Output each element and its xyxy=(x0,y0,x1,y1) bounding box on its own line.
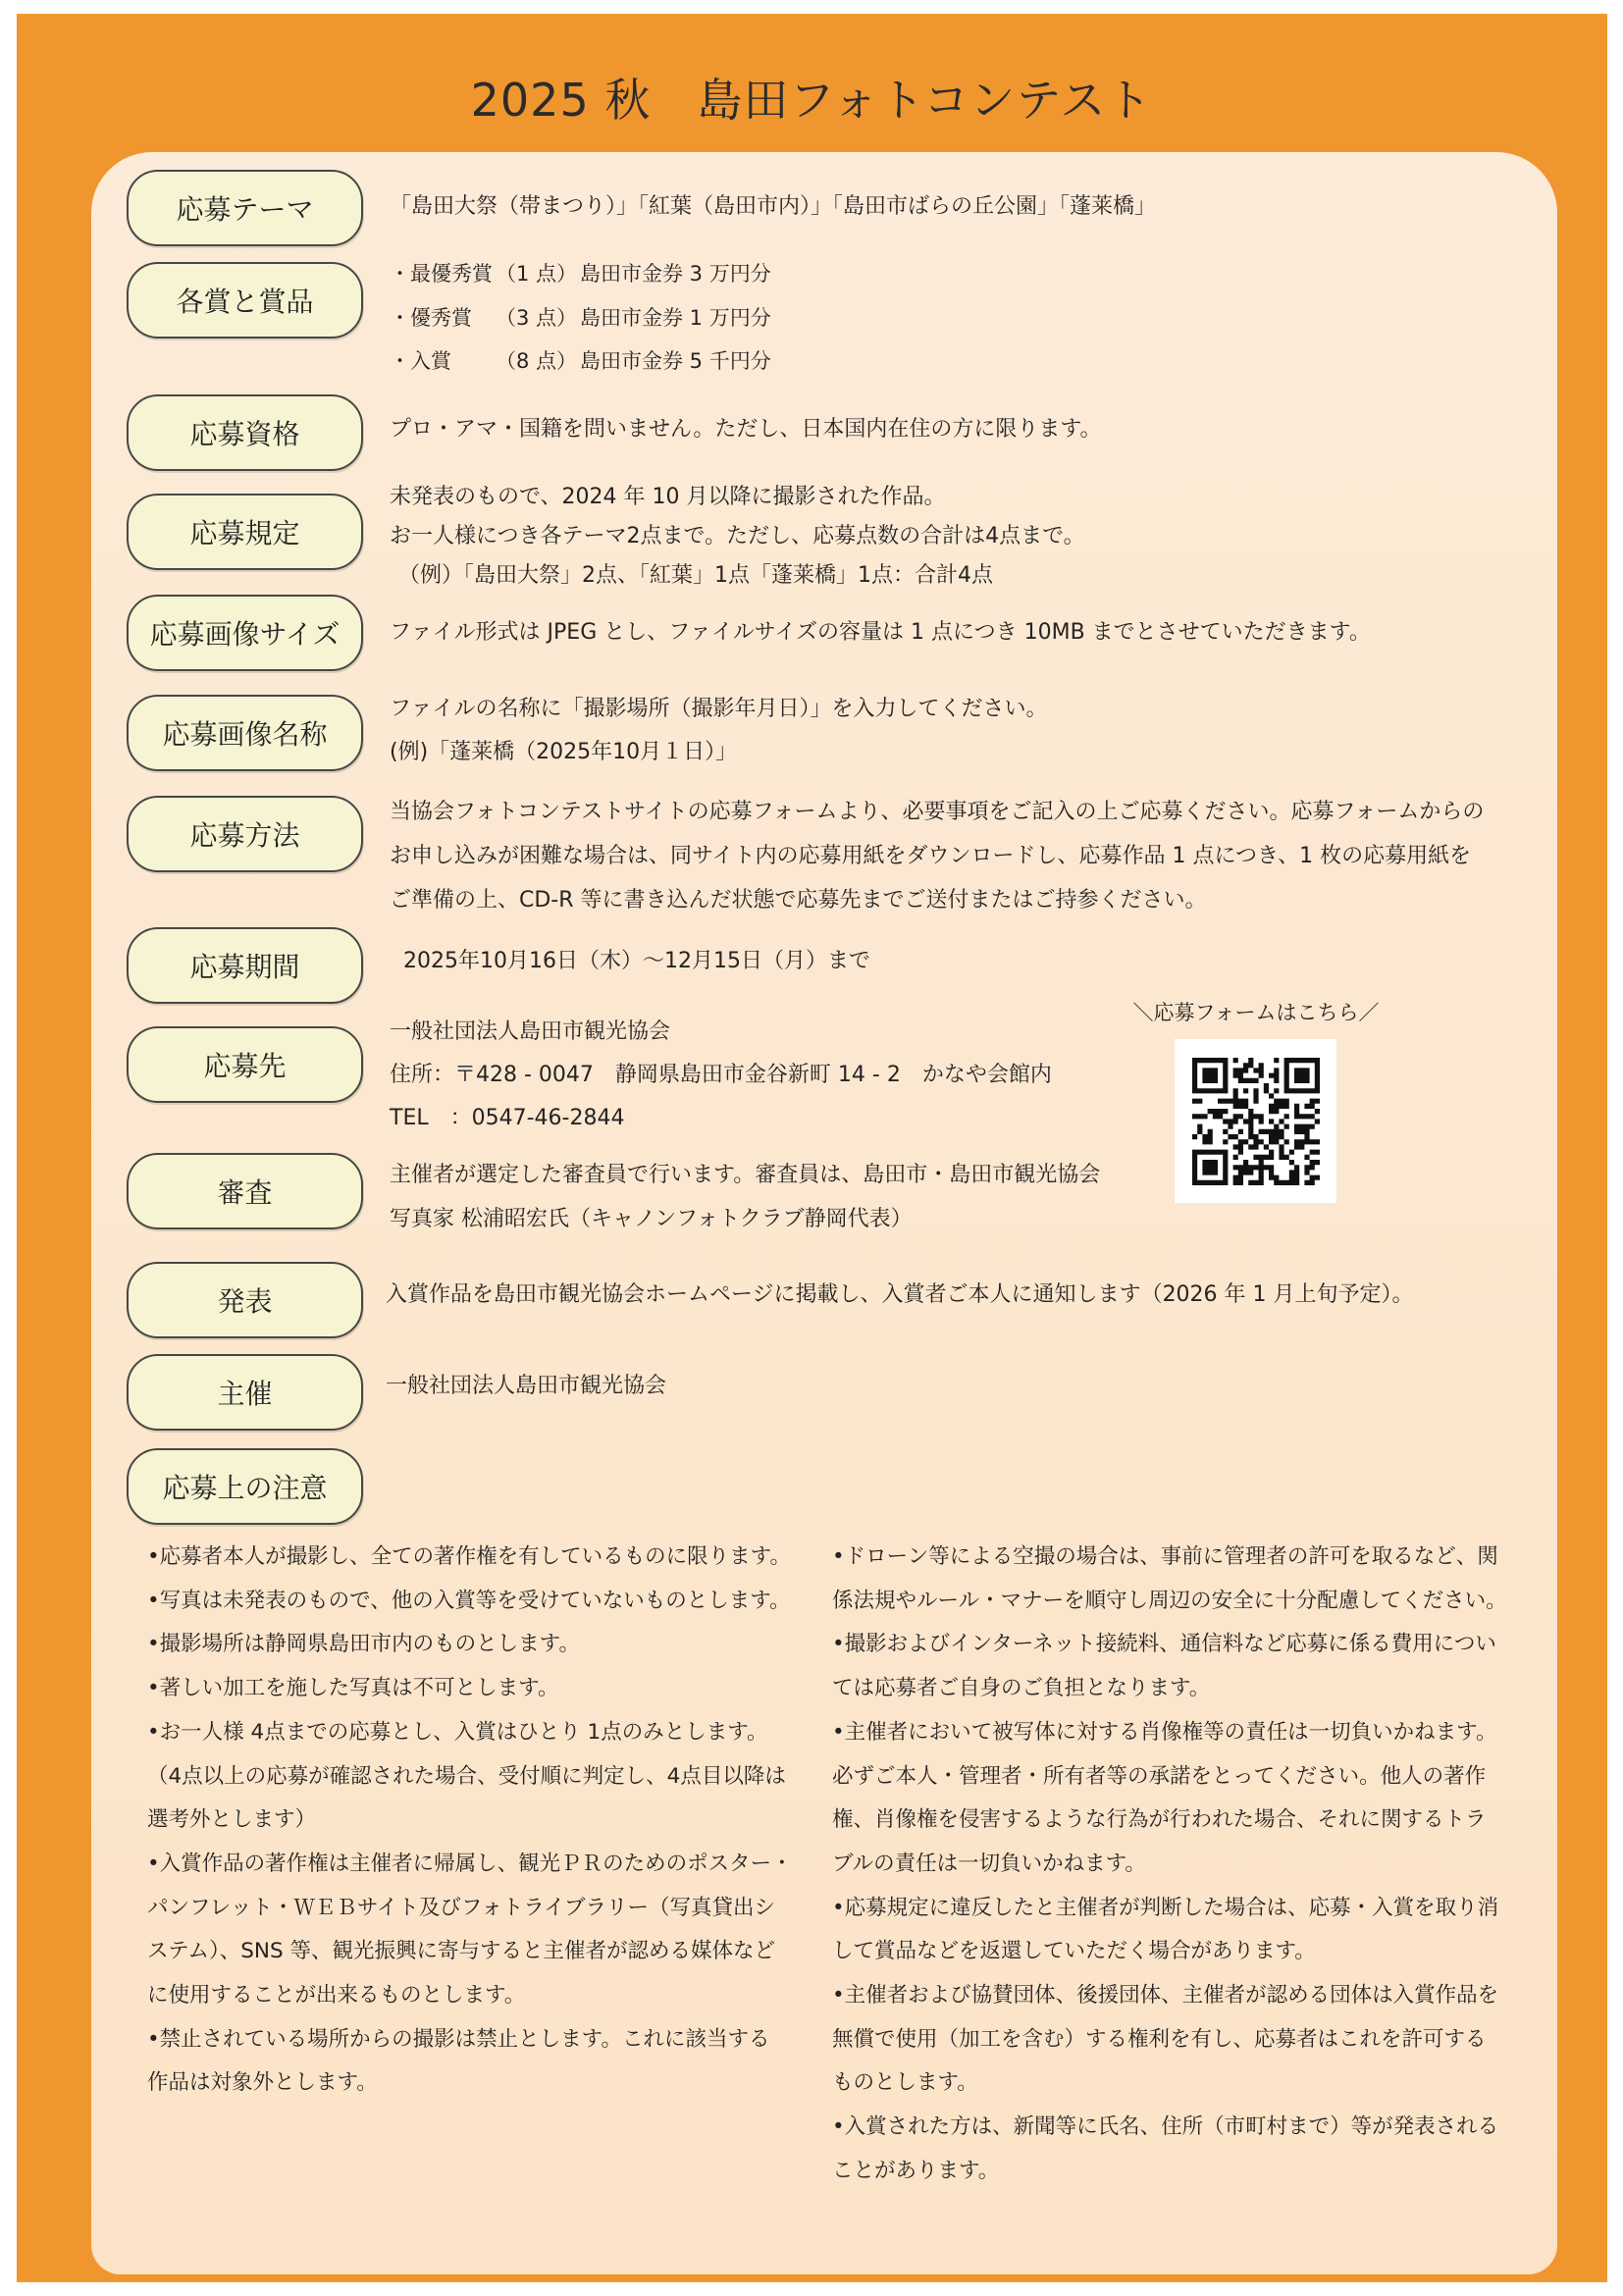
image-name-example-line: (例)「蓬莱橋（2025年10月１日）」 xyxy=(390,740,738,764)
note-line: •撮影場所は静岡県島田市内のものとします。 xyxy=(147,1632,580,1657)
label-image-size: 応募画像サイズ xyxy=(127,595,363,671)
method-line: お申し込みが困難な場合は、同サイト内の応募用紙をダウンロードし、応募作品 1 点につき、1 枚の応募用紙を xyxy=(390,844,1472,868)
note-line: パンフレット・ＷＥＢサイト及びフォトライブラリー（写真貸出シ xyxy=(147,1895,776,1920)
note-line: 必ずご本人・管理者・所有者等の承諾をとってください。他人の著作 xyxy=(832,1763,1487,1789)
image-size-text: ファイル形式は JPEG とし、ファイルサイズの容量は 1 点につき 10MB までとさせていただきます。 xyxy=(390,620,1371,645)
image-name-line: ファイルの名称に「撮影場所（撮影年月日）」を入力してください。 xyxy=(390,697,1048,721)
note-line: •応募者本人が撮影し、全ての著作権を有しているものに限ります。 xyxy=(147,1544,791,1569)
note-line: 係法規やルール・マナーを順守し周辺の安全に十分配慮してください。 xyxy=(832,1588,1507,1613)
organizer-text: 一般社団法人島田市観光協会 xyxy=(386,1374,667,1398)
judging-line: 写真家 松浦昭宏氏（キャノンフォトクラブ静岡代表） xyxy=(390,1207,913,1231)
destination-address: 住所：〒428 - 0047 静岡県島田市金谷新町 14 - 2 かなや会館内 xyxy=(390,1063,1052,1087)
label-notes: 応募上の注意 xyxy=(127,1448,363,1525)
note-line: ては応募者ご自身のご負担となります。 xyxy=(832,1676,1211,1701)
note-line: 作品は対象外とします。 xyxy=(147,2070,378,2096)
note-line: に使用することが出来るものとします。 xyxy=(147,1983,526,2009)
note-line: （4点以上の応募が確認された場合、受付順に判定し、4点目以降は xyxy=(147,1763,786,1789)
note-line: •著しい加工を施した写真は不可とします。 xyxy=(147,1676,559,1701)
prize-value: 島田市金券 3 万円分 xyxy=(580,262,771,286)
period-block xyxy=(403,940,870,983)
method-line: ご準備の上、CD-R 等に書き込んだ状態で応募先までご送付またはご持参ください。 xyxy=(390,888,1207,913)
notes-left-column xyxy=(147,1536,793,2106)
note-line: •写真は未発表のもので、他の入賞等を受けていないものとします。 xyxy=(147,1588,791,1613)
rules-line: 未発表のもので、2024 年 10 月以降に撮影された作品。 xyxy=(390,485,946,509)
qr-code xyxy=(1175,1039,1336,1203)
destination-block xyxy=(390,1011,1052,1140)
note-line: 選考外とします） xyxy=(147,1807,317,1833)
page-title: 2025 秋 島田フォトコンテスト xyxy=(470,74,1153,127)
eligibility-text: プロ・アマ・国籍を問いません。ただし、日本国内在住の方に限ります。 xyxy=(390,417,1102,442)
image-name-block xyxy=(390,688,1048,774)
notes-right-column xyxy=(832,1536,1507,2194)
prizes-list xyxy=(390,252,771,384)
rules-line: お一人様につき各テーマ2点まで。ただし、応募点数の合計は4点まで。 xyxy=(390,524,1085,548)
prize-count: （8 点） xyxy=(496,349,578,373)
rules-example-line: （例）「島田大祭」2点、「紅葉」1点「蓬莱橋」1点：合計4点 xyxy=(398,563,993,588)
label-destination: 応募先 xyxy=(127,1026,363,1103)
label-method: 応募方法 xyxy=(127,796,363,872)
note-line: 無償で使用（加工を含む）する権利を有し、応募者はこれを許可する xyxy=(832,2026,1487,2052)
note-line: •入賞された方は、新聞等に氏名、住所（市町村まで）等が発表される xyxy=(832,2114,1499,2140)
note-line: •入賞作品の著作権は主催者に帰属し、観光ＰＲのためのポスター・ xyxy=(147,1851,793,1876)
prize-name: ・最優秀賞 xyxy=(390,262,493,286)
label-prizes: 各賞と賞品 xyxy=(127,262,363,339)
destination-organization: 一般社団法人島田市観光協会 xyxy=(390,1019,671,1044)
note-line: •主催者において被写体に対する肖像権等の責任は一切負いかねます。 xyxy=(832,1719,1497,1745)
judging-line: 主催者が選定した審査員で行います。審査員は、島田市・島田市観光協会 xyxy=(390,1163,1101,1187)
image-size-block xyxy=(390,611,1371,654)
method-line: 当協会フォトコンテストサイトの応募フォームより、必要事項をご記入の上ご応募ください。応募フォームからの xyxy=(390,800,1485,824)
note-line: •禁止されている場所からの撮影は禁止とします。これに該当する xyxy=(147,2026,770,2052)
label-theme: 応募テーマ xyxy=(127,170,363,246)
note-line: して賞品などを返還していただく場合があります。 xyxy=(832,1939,1316,1964)
qr-code-modules xyxy=(1192,1058,1320,1185)
label-image-name: 応募画像名称 xyxy=(127,695,363,771)
theme-text: 「島田大祭（帯まつり）」「紅葉（島田市内）」「島田市ばらの丘公園」「蓬莱橋」 xyxy=(390,194,1157,219)
label-organizer: 主催 xyxy=(127,1354,363,1431)
note-line: •お一人様 4点までの応募とし、入賞はひとり 1点のみとします。 xyxy=(147,1719,768,1745)
note-line: •主催者および協賛団体、後援団体、主催者が認める団体は入賞作品を xyxy=(832,1983,1499,2009)
theme-block xyxy=(390,185,1156,229)
organizer-block xyxy=(386,1365,666,1408)
announcement-block xyxy=(386,1274,1414,1317)
label-judging: 審査 xyxy=(127,1153,363,1229)
note-line: •応募規定に違反したと主催者が判断した場合は、応募・入賞を取り消 xyxy=(832,1895,1499,1920)
prize-value: 島田市金券 1 万円分 xyxy=(580,305,771,330)
note-line: 権、肖像権を侵害するような行為が行われた場合、それに関するトラ xyxy=(832,1807,1487,1833)
label-rules: 応募規定 xyxy=(127,494,363,570)
qr-caption: ＼応募フォームはこちら／ xyxy=(1132,1001,1380,1024)
prize-count: （1 点） xyxy=(496,262,578,286)
label-period: 応募期間 xyxy=(127,927,363,1004)
prize-count: （3 点） xyxy=(496,305,578,330)
judging-block xyxy=(390,1153,1100,1241)
qr-code-graphic xyxy=(1192,1058,1320,1185)
note-line: •撮影およびインターネット接続料、通信料など応募に係る費用につい xyxy=(832,1632,1496,1657)
prize-value: 島田市金券 5 千円分 xyxy=(580,349,771,373)
period-text: 2025年10月16日（木）～12月15日（月）まで xyxy=(403,949,870,973)
prize-name: ・優秀賞 xyxy=(390,305,472,330)
announcement-text: 入賞作品を島田市観光協会ホームページに掲載し、入賞者ご本人に通知します（2026 年 1 月上旬予定）。 xyxy=(386,1282,1414,1307)
label-eligibility: 応募資格 xyxy=(127,394,363,471)
eligibility-block xyxy=(390,408,1102,451)
note-line: ものとします。 xyxy=(832,2070,978,2096)
note-line: •ドローン等による空撮の場合は、事前に管理者の許可を取るなど、関 xyxy=(832,1544,1498,1569)
note-line: ステム）、SNS 等、観光振興に寄与すると主催者が認める媒体など xyxy=(147,1939,775,1964)
note-line: ブルの責任は一切負いかねます。 xyxy=(832,1851,1146,1876)
label-announcement: 発表 xyxy=(127,1262,363,1338)
destination-phone: TEL ：0547-46-2844 xyxy=(390,1106,625,1130)
note-line: ことがあります。 xyxy=(832,2158,1000,2183)
prize-name: ・入賞 xyxy=(390,349,451,373)
rules-block xyxy=(390,478,1085,596)
method-block xyxy=(390,790,1484,922)
